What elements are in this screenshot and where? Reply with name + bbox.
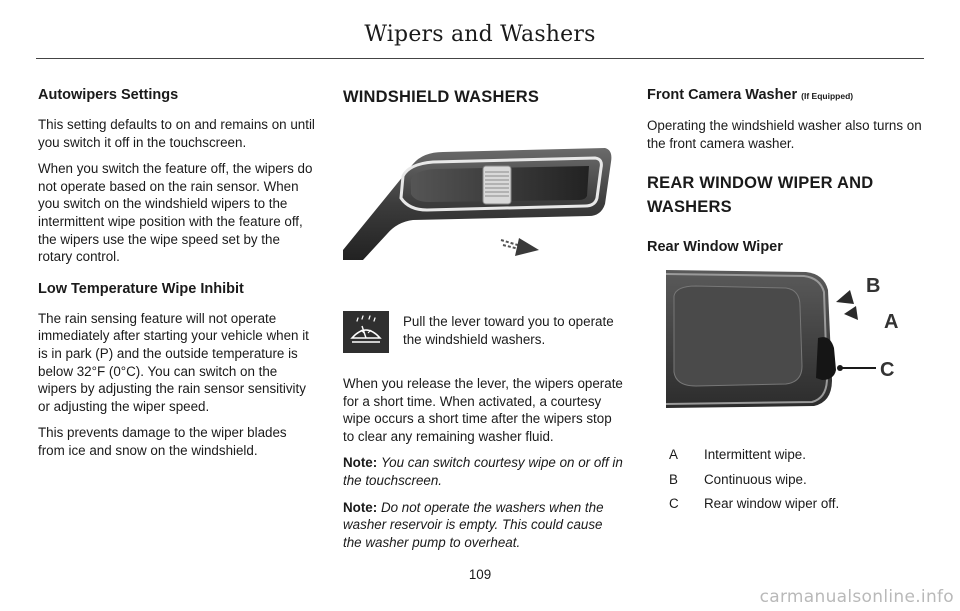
rear-washers-heading-line-1: REAR WINDOW WIPER AND bbox=[647, 174, 874, 193]
watermark: carmanualsonline.info bbox=[759, 587, 954, 607]
washer-lever-illustration bbox=[343, 142, 615, 260]
diagram-label-a: A bbox=[884, 311, 899, 333]
title-divider bbox=[36, 58, 924, 59]
low-temp-heading: Low Temperature Wipe Inhibit bbox=[38, 280, 244, 297]
front-camera-washer-title: Front Camera Washer bbox=[647, 87, 798, 103]
pull-lever-text: Pull the lever toward you to operate the windshield washers. bbox=[403, 314, 614, 347]
rear-wiper-illustration bbox=[666, 262, 916, 412]
diagram-label-b: B bbox=[866, 275, 881, 297]
rear-washers-heading-line-2: WASHERS bbox=[647, 198, 732, 217]
pull-arrow-icon bbox=[501, 238, 539, 256]
legend-key: C bbox=[669, 496, 679, 512]
diagram-label-c: C bbox=[880, 359, 895, 381]
legend-key: A bbox=[669, 447, 678, 462]
note-label: Note: bbox=[343, 499, 378, 515]
wiper-legend bbox=[669, 446, 929, 520]
front-camera-paragraph: Operating the windshield washer also turns on the front camera washer. bbox=[647, 118, 922, 151]
note-label: Note: bbox=[343, 455, 378, 471]
note-text: You can switch courtesy wipe on or off in the touchscreen. bbox=[343, 455, 623, 488]
note-washer-reservoir bbox=[343, 499, 623, 552]
column-right bbox=[647, 86, 927, 268]
note-courtesy-wipe bbox=[343, 454, 623, 489]
legend-row bbox=[669, 495, 929, 513]
low-temp-paragraph-2: This prevents damage to the wiper blades from ice and snow on the windshield. bbox=[38, 425, 287, 458]
autowipers-heading: Autowipers Settings bbox=[38, 87, 179, 103]
autowipers-paragraph-1: This setting defaults to on and remains on until you switch it off in the touchscreen. bbox=[38, 117, 315, 150]
legend-text: Continuous wipe. bbox=[704, 471, 807, 487]
front-camera-washer-heading bbox=[647, 86, 927, 105]
legend-row bbox=[669, 446, 929, 464]
windshield-washers-heading: WINDSHIELD WASHERS bbox=[343, 88, 540, 106]
legend-text: Rear window wiper off. bbox=[704, 496, 840, 512]
column-left bbox=[38, 86, 316, 469]
if-equipped-tag: (If Equipped) bbox=[801, 91, 854, 101]
page-number: 109 bbox=[468, 567, 492, 582]
windshield-washer-icon bbox=[343, 311, 389, 353]
rear-window-wiper-heading: Rear Window Wiper bbox=[647, 239, 783, 256]
legend-row bbox=[669, 471, 929, 489]
release-lever-paragraph: When you release the lever, the wipers operate for a short time. When activated, a courtesy wipe occurs a short time after the wipers stop to clear any remaining washer fluid. bbox=[343, 376, 623, 444]
autowipers-paragraph-2: When you switch the feature off, the wipers do not operate based on the rain sensor. When you switch on the windshield wipers to the intermittent wipe position with the feature off, the wipers use the wipe speed set by the rotary control. bbox=[38, 161, 313, 265]
legend-text: Intermittent wipe. bbox=[704, 447, 806, 462]
column-middle bbox=[343, 86, 623, 108]
washer-instruction-row bbox=[343, 311, 623, 353]
note-text: Do not operate the washers when the washer reservoir is empty. This could cause the washer pump to overheat. bbox=[343, 499, 604, 550]
column-middle-body bbox=[343, 375, 623, 560]
page-title: Wipers and Washers bbox=[364, 22, 596, 47]
legend-key: B bbox=[669, 471, 678, 487]
low-temp-paragraph-1: The rain sensing feature will not operate immediately after starting your vehicle when it is in park (P) and the outside temperature is below 32°F (0°C). You can switch on the wipers by adjusting the rain sensor sensitivity or adjusting the wiper speed. bbox=[38, 310, 309, 414]
